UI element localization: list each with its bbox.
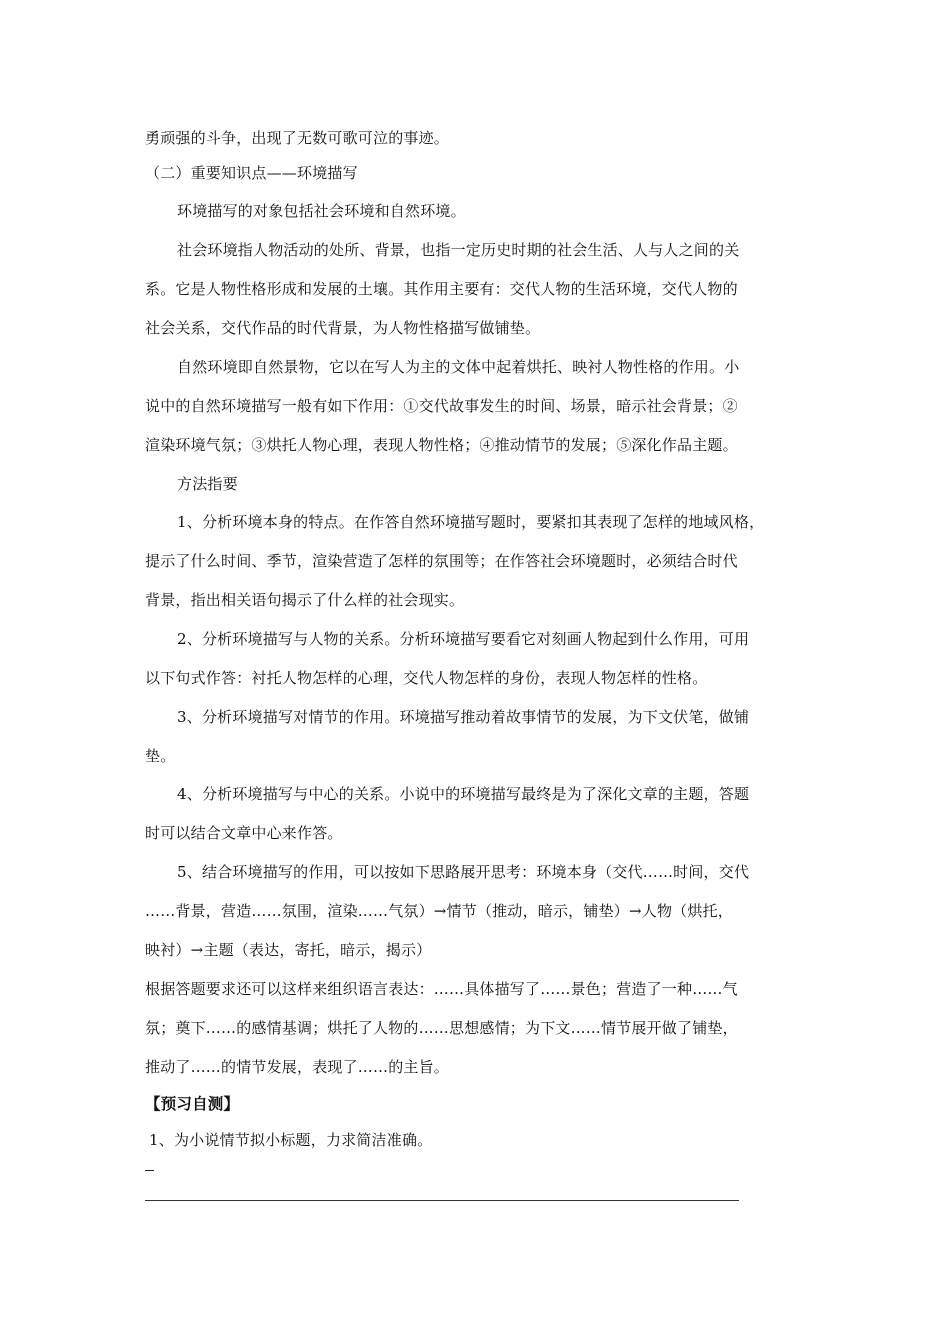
question-item: 1、为小说情节拟小标题，力求简洁准确。 (149, 1131, 433, 1149)
preview-test-heading: 【预习自测】 (145, 1094, 240, 1113)
paragraph-line: 3、分析环境描写对情节的作用。环境描写推动着故事情节的发展，为下文伏笔，做铺 (177, 708, 750, 726)
paragraph-line: 社会环境指人物活动的处所、背景，也指一定历史时期的社会生活、人与人之间的关 (177, 241, 740, 259)
paragraph-line: 自然环境即自然景物，它以在写人为主的文体中起着烘托、映衬人物性格的作用。小 (177, 358, 740, 376)
paragraph-line: 垫。 (145, 747, 176, 765)
paragraph-line: 1、分析环境本身的特点。在作答自然环境描写题时，要紧扣其表现了怎样的地域风格， (177, 513, 765, 531)
section-heading: （二）重要知识点——环境描写 (145, 164, 358, 182)
answer-line (145, 1200, 739, 1201)
answer-underscore (145, 1170, 154, 1171)
paragraph-line: 渲染环境气氛；③烘托人物心理，表现人物性格；④推动情节的发展；⑤深化作品主题。 (145, 436, 738, 454)
paragraph-line: 时可以结合文章中心来作答。 (145, 824, 343, 842)
paragraph-line: 勇顽强的斗争，出现了无数可歌可泣的事迹。 (145, 129, 450, 147)
paragraph-line: 提示了什么时间、季节，渲染营造了怎样的氛围等；在作答社会环境题时，必须结合时代 (145, 552, 738, 570)
paragraph-line: 说中的自然环境描写一般有如下作用：①交代故事发生的时间、场景，暗示社会背景；② (145, 397, 738, 415)
subheading: 方法指要 (177, 475, 238, 493)
paragraph-line: 2、分析环境描写与人物的关系。分析环境描写要看它对刻画人物起到什么作用，可用 (177, 630, 750, 648)
paragraph-line: 根据答题要求还可以这样来组织语言表达：……具体描写了……景色；营造了一种……气 (145, 980, 738, 998)
paragraph-line: 背景，指出相关语句揭示了什么样的社会现实。 (145, 591, 465, 609)
paragraph-line: 5、结合环境描写的作用，可以按如下思路展开思考：环境本身（交代……时间，交代 (177, 863, 750, 881)
paragraph-line: 氛；奠下……的感情基调；烘托了人物的……思想感情；为下文……情节展开做了铺垫， (145, 1019, 738, 1037)
paragraph-line: 推动了……的情节发展，表现了……的主旨。 (145, 1058, 450, 1076)
paragraph-line: 社会关系，交代作品的时代背景，为人物性格描写做铺垫。 (145, 319, 541, 337)
paragraph-line: 4、分析环境描写与中心的关系。小说中的环境描写最终是为了深化文章的主题，答题 (177, 785, 750, 803)
paragraph-line: ……背景，营造……氛围，渲染……气氛）→情节（推动，暗示，铺垫）→人物（烘托， (145, 902, 733, 920)
paragraph-line: 系。它是人物性格形成和发展的土壤。其作用主要有：交代人物的生活环境，交代人物的 (145, 280, 738, 298)
paragraph-line: 环境描写的对象包括社会环境和自然环境。 (177, 202, 466, 220)
paragraph-line: 映衬）→主题（表达，寄托，暗示，揭示） (145, 941, 432, 959)
paragraph-line: 以下句式作答：衬托人物怎样的心理，交代人物怎样的身份，表现人物怎样的性格。 (145, 669, 708, 687)
